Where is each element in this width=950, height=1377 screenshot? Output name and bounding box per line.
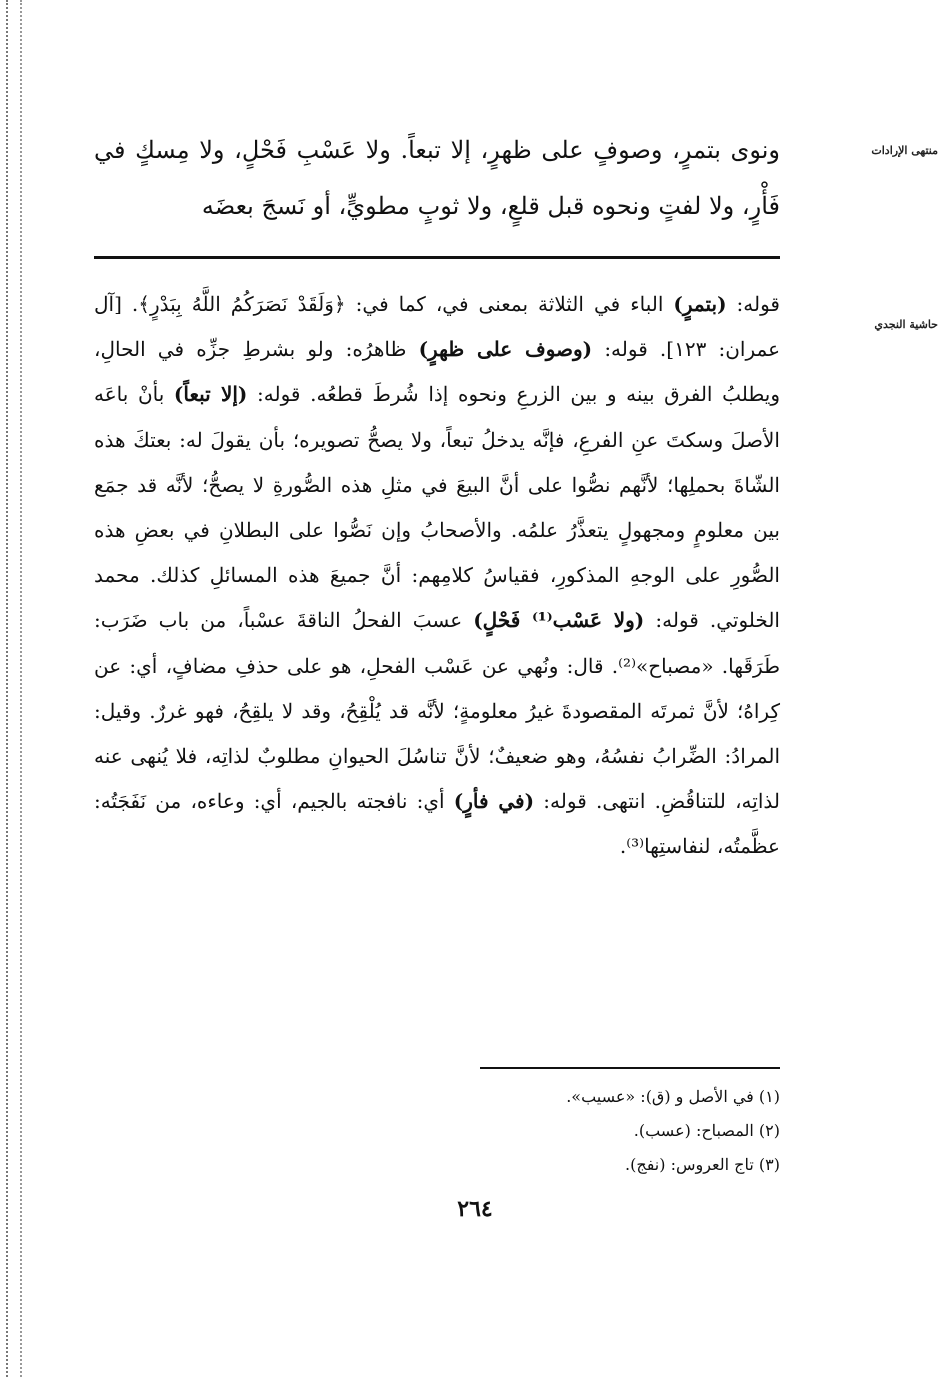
footnote-item: (١) في الأصل و (ق): «عسيب». <box>566 1087 780 1106</box>
footnote-separator-rule <box>480 1067 780 1069</box>
page-number: ٢٦٤ <box>457 1196 493 1222</box>
hashiya-text: أي: نافجته بالجيم، أي: وعاءه، من نَفَجَتُه: عظَّمتُه، لنفاستِها⁽³⁾. <box>94 789 780 859</box>
matn-source-label: منتهى الإرادات <box>871 144 938 157</box>
matn-text: ونوى بتمرٍ، وصوفٍ على ظهرٍ، إلا تبعاً. ولا عَسْبِ فَحْلٍ، ولا مِسكٍ في فَأْرٍ، ولا لفتٍ ونحوه قبل قلعٍ، ولا ثوبٍ مطويٍّ، أو نَسجَ بعضَه <box>94 136 780 220</box>
footnotes <box>94 1080 780 1182</box>
hashiya-source-label: حاشية النجدي <box>874 318 938 331</box>
hashiya-lemma: (إلا تبعاً) <box>173 382 248 407</box>
matn-separator-rule <box>94 256 780 259</box>
hashiya-commentary <box>94 282 780 870</box>
hashiya-lemma: (بتمرٍ) <box>673 292 727 316</box>
hashiya-lemma: (وصوف على ظهرٍ) <box>418 337 593 362</box>
hashiya-lemma: (ولا عَسْب⁽¹⁾ فَحْلٍ) <box>473 608 645 633</box>
hashiya-text: الباء في الثلاثة بمعنى في، كما في: ﴿وَلَقَدْ نَصَرَكُمُ اللَّهُ بِبَدْرٍ﴾. [آل عمران: ١٢٣]. قوله: <box>94 292 781 362</box>
page-binding-edge <box>6 0 34 1377</box>
hashiya-text: قوله: <box>726 292 780 316</box>
hashiya-text: ظاهرُه: ولو بشرطِ جزِّه في الحالِ، ويطلبُ الفرق بينه و بين الزرعِ ونحوه إذا شُرطَ قطعُه. قوله: <box>94 337 780 407</box>
footnote-item: (٣) تاج العروس: (نفج). <box>625 1155 780 1174</box>
footnote-item: (٢) المصباح: (عسب). <box>633 1121 780 1140</box>
hashiya-lemma: (في فأرٍ) <box>453 789 535 814</box>
hashiya-text: عسبَ الفحلُ الناقةَ عسْباً، من باب ضَرَب: طَرَقَها. «مصباح»⁽²⁾. قال: ونُهي عن عَسْب الفحلِ، هو على حذفِ مضافٍ، أي: عن كِراهُ؛ لأنَّ ثمرتَه المقصودةَ غيرُ معلومةٍ؛ لأنَّه قد يُلْقِحُ، وقد لا يلقِحُ، فهو غررٌ. وقيل: المرادُ: الضِّرابُ نفسُهُ، وهو ضعيفٌ؛ لأنَّ تناسُلَ الحيوانِ مطلوبٌ لذاتِه، فلا يُنهى عنه لذاتِه، للتناقُضِ. انتهى. قوله: <box>94 608 780 814</box>
hashiya-text: بأنْ باعَه الأصلَ وسكتَ عنِ الفرعِ، فإنَّه يدخلُ تبعاً، ولا يصحُّ تصويره؛ بأن يقولَ له: بعتكَ هذه الشّاةَ بحملِها؛ لأنَّهم نصُّوا على أنَّ البيعَ في مثلِ هذه الصُّورةِ لا يصحُّ؛ لأنَّه قد جمَع بين معلومٍ ومجهولٍ يتعذَّرُ علمُه. والأصحابُ وإن نَصُّوا على البطلانِ في بعضِ هذه الصُّورِ على الوجهِ المذكورِ، فقياسُ كلامِهم: أنَّ جميعَ هذه المسائلِ كذلك. محمد الخلوتي. قوله: <box>94 382 780 633</box>
